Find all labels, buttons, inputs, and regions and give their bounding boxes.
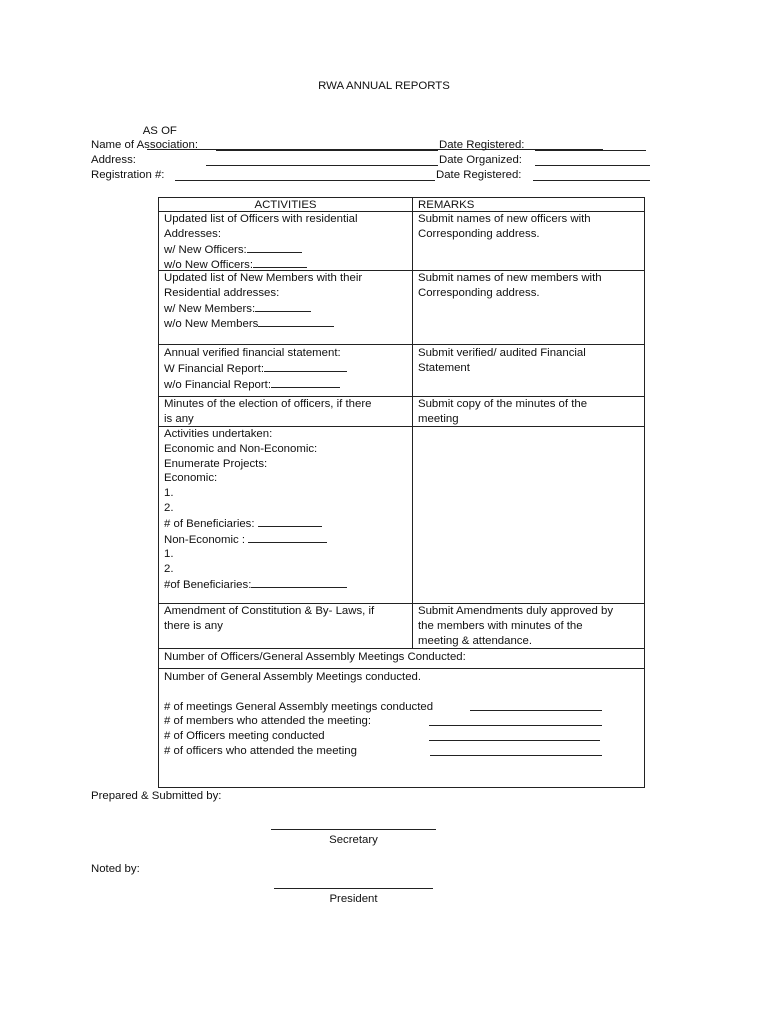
activities-header: ACTIVITIES [159, 198, 413, 211]
table-row-financial [158, 345, 645, 397]
secretary-signature-line[interactable] [271, 829, 436, 830]
table-row-officers [158, 212, 645, 271]
date-registered-label: Date Registered: [439, 139, 525, 151]
remarks-cell [413, 271, 644, 344]
activity-line: Amendment of Constitution & By- Laws, if [164, 605, 375, 617]
remarks-line: meeting [418, 412, 459, 425]
non-economic-label: Non-Economic : [164, 533, 246, 546]
activity-line [164, 532, 412, 548]
with-new-officers-label: w/ New Officers: [164, 243, 247, 256]
name-of-association-blank[interactable] [216, 140, 438, 151]
members-attended-label: # of members who attended the meeting: [164, 715, 372, 728]
address-label: Address: [91, 154, 136, 166]
activity-line [164, 242, 412, 258]
without-financial-report-label: w/o Financial Report: [164, 378, 271, 391]
date-registered-blank[interactable] [535, 140, 646, 151]
remarks-cell [413, 345, 644, 396]
remarks-line: meeting & attendance. [418, 634, 532, 647]
members-attended-blank[interactable] [429, 725, 602, 726]
meetings-line [164, 729, 644, 744]
economic-beneficiaries-label: # of Beneficiaries: [164, 517, 255, 530]
meetings-heading-text: Number of Officers/General Assembly Meetings Conducted: [164, 651, 466, 663]
remarks-line: the members with minutes of the [418, 619, 583, 632]
without-new-members-label: w/o New Members [164, 318, 259, 331]
activity-line: Annual verified financial statement: [164, 347, 341, 359]
remarks-line: Statement [418, 361, 470, 374]
activity-cell [159, 397, 413, 426]
activity-line: 1. [164, 487, 174, 500]
activity-cell [159, 427, 413, 603]
activity-line [164, 301, 412, 317]
activity-line: Economic: [164, 472, 218, 485]
table-row-members [158, 271, 645, 345]
without-new-officers-label: w/o New Officers: [164, 259, 254, 272]
activity-line [164, 577, 412, 593]
activity-line [164, 377, 412, 393]
table-row-amendment [158, 604, 645, 649]
with-new-members-blank[interactable] [255, 301, 311, 312]
ga-meetings-conducted-label: # of meetings General Assembly meetings conducted [164, 700, 434, 713]
activity-line [164, 361, 412, 377]
activity-line: 2. [164, 501, 174, 514]
activity-line: 1. [164, 548, 174, 561]
activity-line: there is any [164, 619, 223, 632]
meetings-line: Number of General Assembly Meetings conducted. [164, 671, 422, 683]
remarks-line: Submit names of new members with [418, 272, 602, 284]
as-of-label: AS OF [142, 124, 177, 137]
activity-cell [159, 212, 413, 270]
remarks-cell [413, 212, 644, 270]
remarks-header: REMARKS [418, 199, 475, 211]
remarks-cell [413, 427, 644, 603]
registration-blank[interactable] [175, 170, 435, 181]
activity-line: Updated list of New Members with their [164, 272, 363, 284]
officers-attended-blank[interactable] [430, 755, 602, 756]
activity-line: is any [164, 412, 194, 425]
date-organized-label: Date Organized: [439, 154, 522, 166]
activity-line: Updated list of Officers with residential [164, 213, 358, 225]
meetings-line-spacer [164, 685, 644, 700]
with-financial-report-label: W Financial Report: [164, 362, 265, 375]
non-economic-blank[interactable] [248, 532, 327, 543]
remarks-line: Submit names of new officers with [418, 213, 591, 225]
remarks-line: Submit Amendments duly approved by [418, 605, 614, 617]
secretary-label: Secretary [329, 834, 378, 846]
officers-meeting-label: # of Officers meeting conducted [164, 730, 325, 743]
meetings-line [164, 714, 644, 729]
activity-line: Activities undertaken: [164, 428, 273, 440]
without-new-members-blank[interactable] [258, 316, 334, 327]
with-new-officers-blank[interactable] [247, 242, 302, 253]
table-header-row [158, 197, 645, 212]
date-registered-label-2: Date Registered: [436, 169, 522, 181]
activity-line: Enumerate Projects: [164, 457, 268, 470]
meetings-line [164, 744, 644, 759]
remarks-line: Corresponding address. [418, 286, 540, 299]
name-of-association-label: Name of Association: [91, 139, 198, 151]
remarks-line: Corresponding address. [418, 227, 540, 240]
table-row-minutes [158, 397, 645, 427]
address-blank[interactable] [206, 155, 438, 166]
meetings-cell [159, 669, 644, 787]
table-row-meetings-heading [158, 649, 645, 669]
activity-line: 2. [164, 563, 174, 576]
ga-meetings-conducted-blank[interactable] [470, 710, 602, 711]
page-title: RWA ANNUAL REPORTS [318, 80, 450, 92]
without-new-officers-blank[interactable] [253, 257, 307, 268]
activity-line: Minutes of the election of officers, if there [164, 398, 372, 410]
activity-line: Economic and Non-Economic: [164, 442, 318, 455]
with-new-members-label: w/ New Members: [164, 302, 256, 315]
activity-cell [159, 271, 413, 344]
table-row-meetings [158, 669, 645, 788]
president-label: President [329, 893, 378, 905]
remarks-cell [413, 397, 644, 426]
date-organized-blank[interactable] [535, 155, 650, 166]
activity-line [164, 516, 412, 532]
remarks-cell [413, 604, 644, 648]
activity-line: Addresses: [164, 227, 221, 240]
prepared-by-label: Prepared & Submitted by: [91, 790, 222, 802]
non-economic-beneficiaries-blank[interactable] [251, 577, 347, 588]
activity-cell [159, 345, 413, 396]
officers-attended-label: # of officers who attended the meeting [164, 744, 357, 757]
activity-line [164, 316, 412, 332]
meetings-line [164, 700, 644, 715]
president-signature-line[interactable] [274, 888, 433, 889]
remarks-line: Submit verified/ audited Financial [418, 347, 586, 359]
remarks-line: Submit copy of the minutes of the [418, 398, 588, 410]
non-economic-beneficiaries-label: #of Beneficiaries: [164, 578, 252, 591]
activity-line: Residential addresses: [164, 286, 280, 299]
noted-by-label: Noted by: [91, 863, 140, 875]
activity-cell [159, 604, 413, 648]
date-registered-blank-2[interactable] [533, 170, 650, 181]
with-financial-report-blank[interactable] [264, 361, 347, 372]
without-financial-report-blank[interactable] [271, 377, 340, 388]
officers-meeting-blank[interactable] [429, 740, 600, 741]
table-row-activities [158, 427, 645, 604]
economic-beneficiaries-blank[interactable] [258, 516, 322, 527]
registration-label: Registration #: [91, 169, 165, 181]
